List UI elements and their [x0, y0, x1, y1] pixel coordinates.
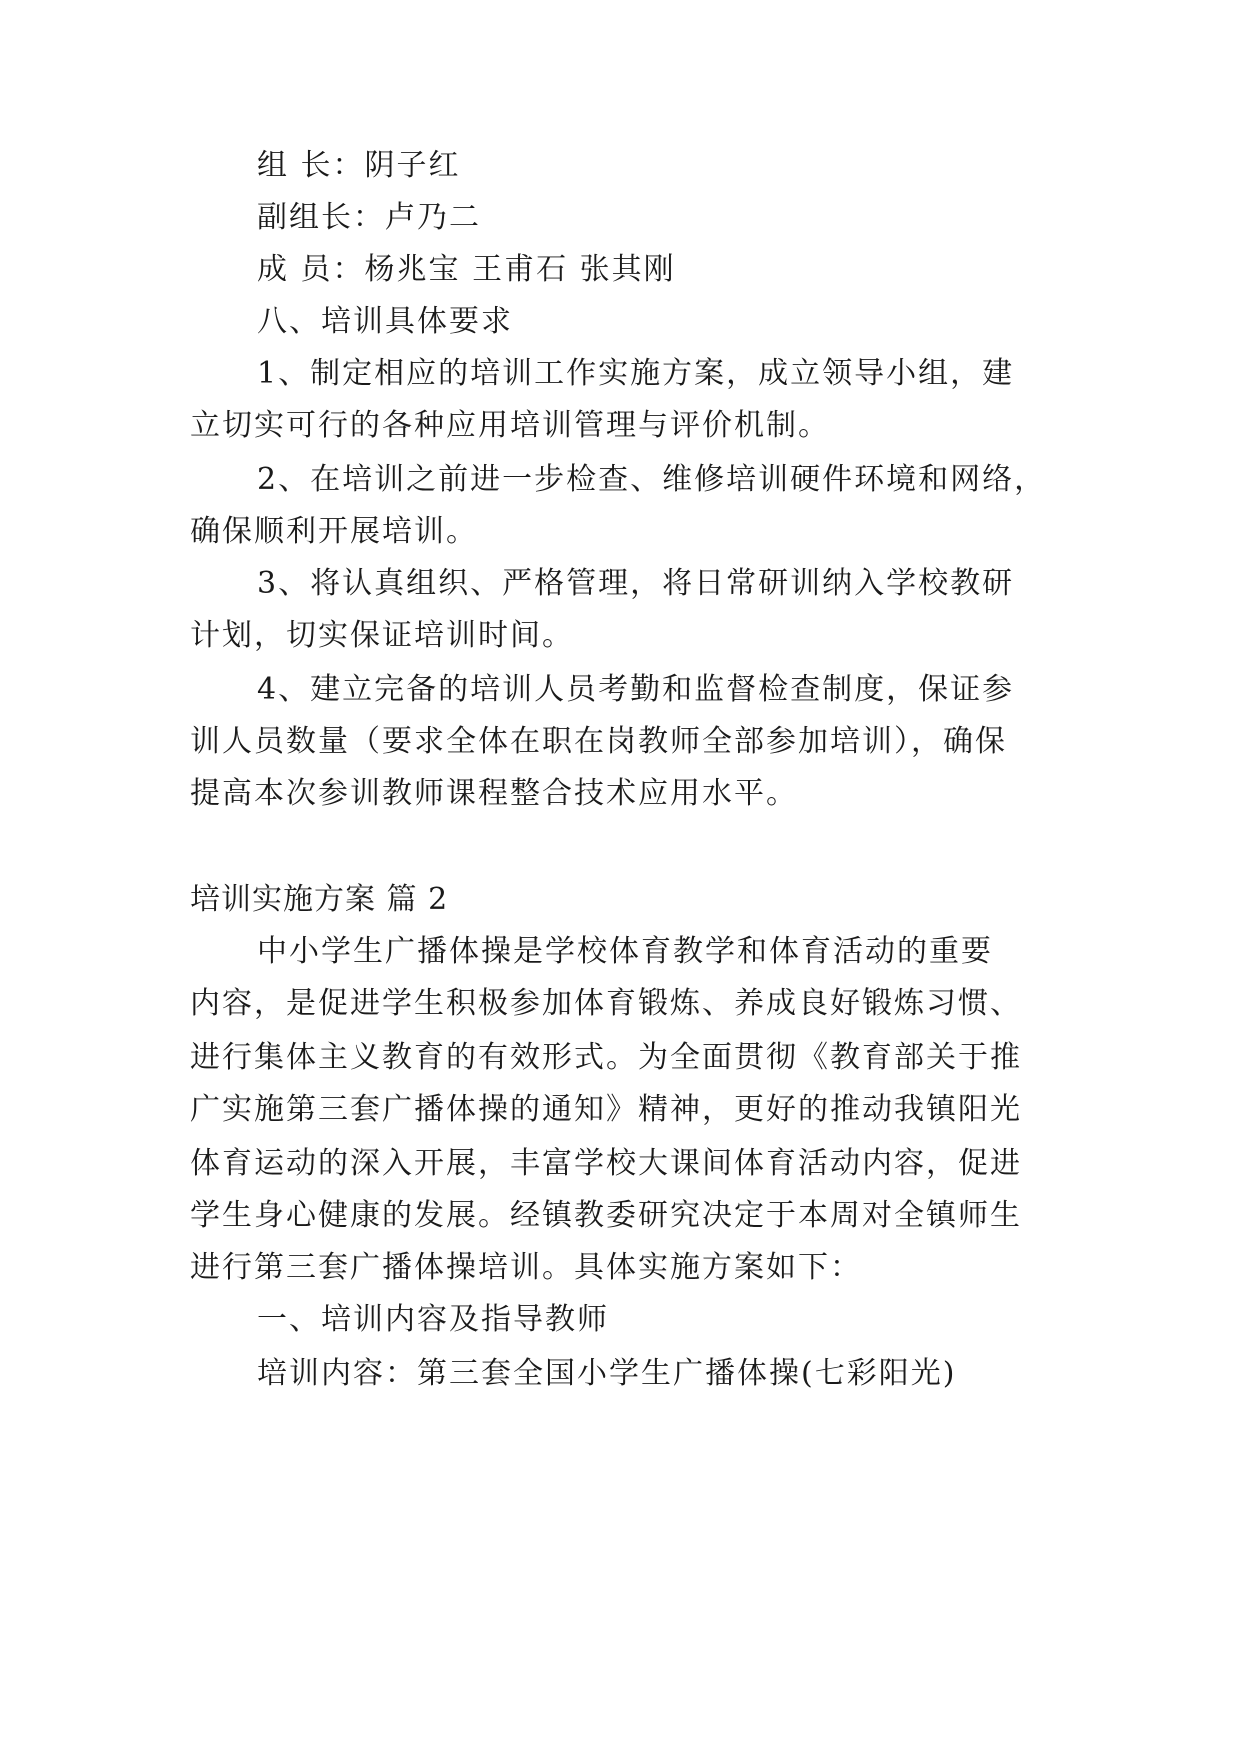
members-line: 成 员：杨兆宝 王甫石 张其刚 — [257, 252, 676, 287]
requirement-2-line-2: 确保顺利开展培训。 — [190, 514, 478, 549]
intro-line-4: 广实施第三套广播体操的通知》精神，更好的推动我镇阳光 — [190, 1092, 1022, 1127]
intro-line-7: 进行第三套广播体操培训。具体实施方案如下： — [190, 1250, 862, 1285]
section-two-title: 培训实施方案 篇 2 — [190, 882, 449, 917]
requirement-3-line-2: 计划，切实保证培训时间。 — [190, 618, 574, 653]
intro-line-5: 体育运动的深入开展，丰富学校大课间体育活动内容，促进 — [190, 1146, 1022, 1181]
requirement-4-line-1: 4、建立完备的培训人员考勤和监督检查制度，保证参 — [257, 672, 1015, 707]
intro-line-6: 学生身心健康的发展。经镇教委研究决定于本周对全镇师生 — [190, 1198, 1022, 1233]
deputy-leader-line: 副组长：卢乃二 — [257, 200, 481, 235]
heading-one: 一、培训内容及指导教师 — [257, 1302, 609, 1337]
requirement-4-line-3: 提高本次参训教师课程整合技术应用水平。 — [190, 776, 798, 811]
requirement-1-line-1: 1、制定相应的培训工作实施方案，成立领导小组，建 — [257, 356, 1015, 391]
requirement-1-line-2: 立切实可行的各种应用培训管理与评价机制。 — [190, 408, 830, 443]
training-content-line: 培训内容：第三套全国小学生广播体操(七彩阳光) — [257, 1356, 957, 1391]
requirement-4-line-2: 训人员数量（要求全体在职在岗教师全部参加培训），确保 — [190, 724, 1007, 759]
leader-line: 组 长：阴子红 — [257, 148, 461, 183]
intro-line-3: 进行集体主义教育的有效形式。为全面贯彻《教育部关于推 — [190, 1040, 1022, 1075]
heading-eight: 八、培训具体要求 — [257, 304, 513, 339]
requirement-2-line-1: 2、在培训之前进一步检查、维修培训硬件环境和网络， — [257, 462, 1047, 497]
requirement-3-line-1: 3、将认真组织、严格管理，将日常研训纳入学校教研 — [257, 566, 1015, 601]
intro-line-2: 内容，是促进学生积极参加体育锻炼、养成良好锻炼习惯、 — [190, 986, 1022, 1021]
intro-line-1: 中小学生广播体操是学校体育教学和体育活动的重要 — [257, 934, 993, 969]
